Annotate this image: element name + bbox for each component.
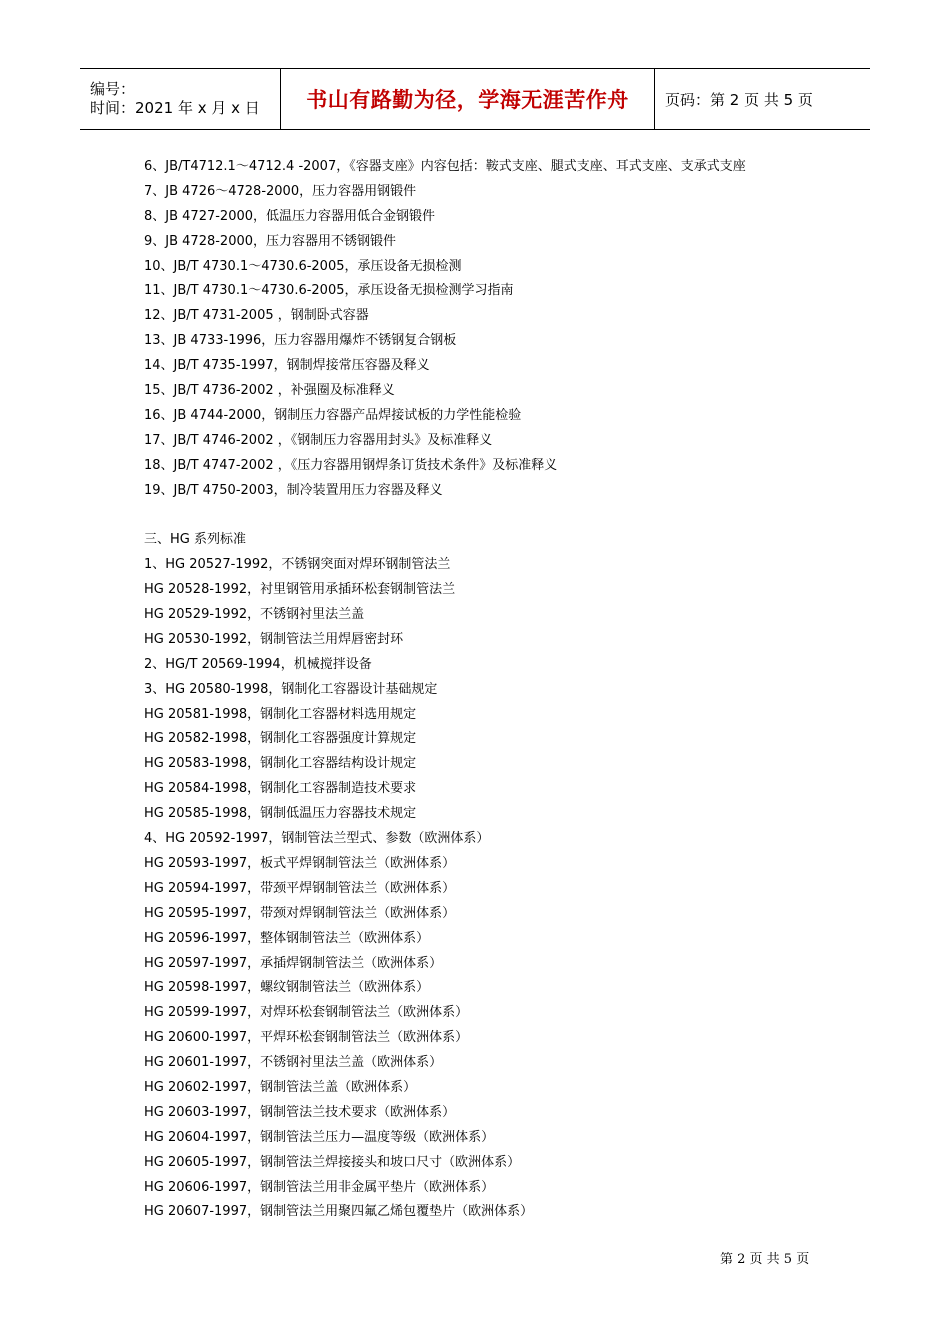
list-item: 6、JB/T4712.1～4712.4 -2007，《容器支座》内容包括：鞍式支座、腿式支座、耳式支座、支承式支座: [144, 159, 746, 174]
list-item: 11、JB/T 4730.1～4730.6-2005，承压设备无损检测学习指南: [144, 283, 514, 299]
list-item: 10、JB/T 4730.1～4730.6-2005，承压设备无损检测: [144, 258, 462, 274]
jb-standards-list: [144, 155, 844, 503]
list-item: HG 20598-1997，螺纹钢制管法兰（欧洲体系）: [144, 980, 430, 996]
page-header: [80, 68, 870, 130]
list-item: 15、JB/T 4736-2002 ，补强圈及标准释义: [144, 383, 395, 399]
list-item: HG 20597-1997，承插焊钢制管法兰（欧洲体系）: [144, 955, 443, 971]
header-page-number: 页码：第 2 页 共 5 页: [665, 90, 813, 109]
document-time: 时间：2021 年 x 月 x 日: [90, 99, 260, 117]
list-item: HG 20605-1997，钢制管法兰焊接接头和坡口尺寸（欧洲体系）: [144, 1154, 521, 1170]
list-item: 19、JB/T 4750-2003，制冷装置用压力容器及释义: [144, 482, 443, 498]
list-item: HG 20582-1998，钢制化工容器强度计算规定: [144, 731, 417, 747]
section-gap: [144, 503, 844, 528]
list-item: HG 20593-1997，板式平焊钢制管法兰（欧洲体系）: [144, 855, 456, 871]
list-item: 13、JB 4733-1996，压力容器用爆炸不锈钢复合钢板: [144, 333, 457, 349]
hg-standards-list: [144, 553, 844, 1225]
list-item: 12、JB/T 4731-2005 ，钢制卧式容器: [144, 308, 369, 324]
header-motto: 书山有路勤为径，学海无涯苦作舟: [281, 69, 655, 129]
list-item: 16、JB 4744-2000，钢制压力容器产品焊接试板的力学性能检验: [144, 407, 522, 423]
list-item: HG 20583-1998，钢制化工容器结构设计规定: [144, 756, 417, 772]
list-item: HG 20602-1997，钢制管法兰盖（欧洲体系）: [144, 1079, 417, 1095]
list-item: HG 20584-1998，钢制化工容器制造技术要求: [144, 781, 417, 797]
list-item: HG 20599-1997，对焊环松套钢制管法兰（欧洲体系）: [144, 1005, 469, 1021]
list-item: HG 20585-1998，钢制低温压力容器技术规定: [144, 806, 417, 822]
list-item: HG 20596-1997，整体钢制管法兰（欧洲体系）: [144, 930, 430, 946]
list-item: HG 20603-1997，钢制管法兰技术要求（欧洲体系）: [144, 1104, 456, 1120]
list-item: 3、HG 20580-1998，钢制化工容器设计基础规定: [144, 681, 438, 697]
list-item: HG 20528-1992，衬里钢管用承插环松套钢制管法兰: [144, 582, 456, 598]
section-title-hg: 三、HG 系列标准: [144, 532, 246, 548]
list-item: 2、HG/T 20569-1994，机械搅拌设备: [144, 656, 372, 672]
page-footer: 第 2 页 共 5 页: [720, 1252, 810, 1267]
document-number-label: 编号：: [90, 80, 136, 98]
list-item: HG 20601-1997，不锈钢衬里法兰盖（欧洲体系）: [144, 1055, 443, 1071]
list-item: 18、JB/T 4747-2002 ，《压力容器用钢焊条订货技术条件》及标准释义: [144, 457, 558, 473]
list-item: HG 20529-1992，不锈钢衬里法兰盖: [144, 607, 365, 623]
list-item: HG 20595-1997，带颈对焊钢制管法兰（欧洲体系）: [144, 905, 456, 921]
document-body: [144, 155, 844, 1225]
header-meta: [80, 69, 281, 129]
list-item: 7、JB 4726～4728-2000，压力容器用钢锻件: [144, 183, 417, 199]
list-item: HG 20581-1998，钢制化工容器材料选用规定: [144, 706, 417, 722]
list-item: HG 20607-1997，钢制管法兰用聚四氟乙烯包覆垫片（欧洲体系）: [144, 1204, 534, 1220]
list-item: 9、JB 4728-2000，压力容器用不锈钢锻件: [144, 233, 397, 249]
list-item: 4、HG 20592-1997，钢制管法兰型式、参数（欧洲体系）: [144, 831, 490, 847]
list-item: HG 20594-1997，带颈平焊钢制管法兰（欧洲体系）: [144, 880, 456, 896]
list-item: 17、JB/T 4746-2002 ，《钢制压力容器用封头》及标准释义: [144, 432, 493, 448]
list-item: HG 20606-1997，钢制管法兰用非金属平垫片（欧洲体系）: [144, 1179, 495, 1195]
list-item: 8、JB 4727-2000，低温压力容器用低合金钢锻件: [144, 208, 436, 224]
list-item: HG 20600-1997，平焊环松套钢制管法兰（欧洲体系）: [144, 1030, 469, 1046]
list-item: HG 20604-1997，钢制管法兰压力—温度等级（欧洲体系）: [144, 1129, 495, 1145]
list-item: 1、HG 20527-1992，不锈钢突面对焊环钢制管法兰: [144, 557, 451, 573]
list-item: 14、JB/T 4735-1997，钢制焊接常压容器及释义: [144, 358, 430, 374]
list-item: HG 20530-1992，钢制管法兰用焊唇密封环: [144, 631, 404, 647]
